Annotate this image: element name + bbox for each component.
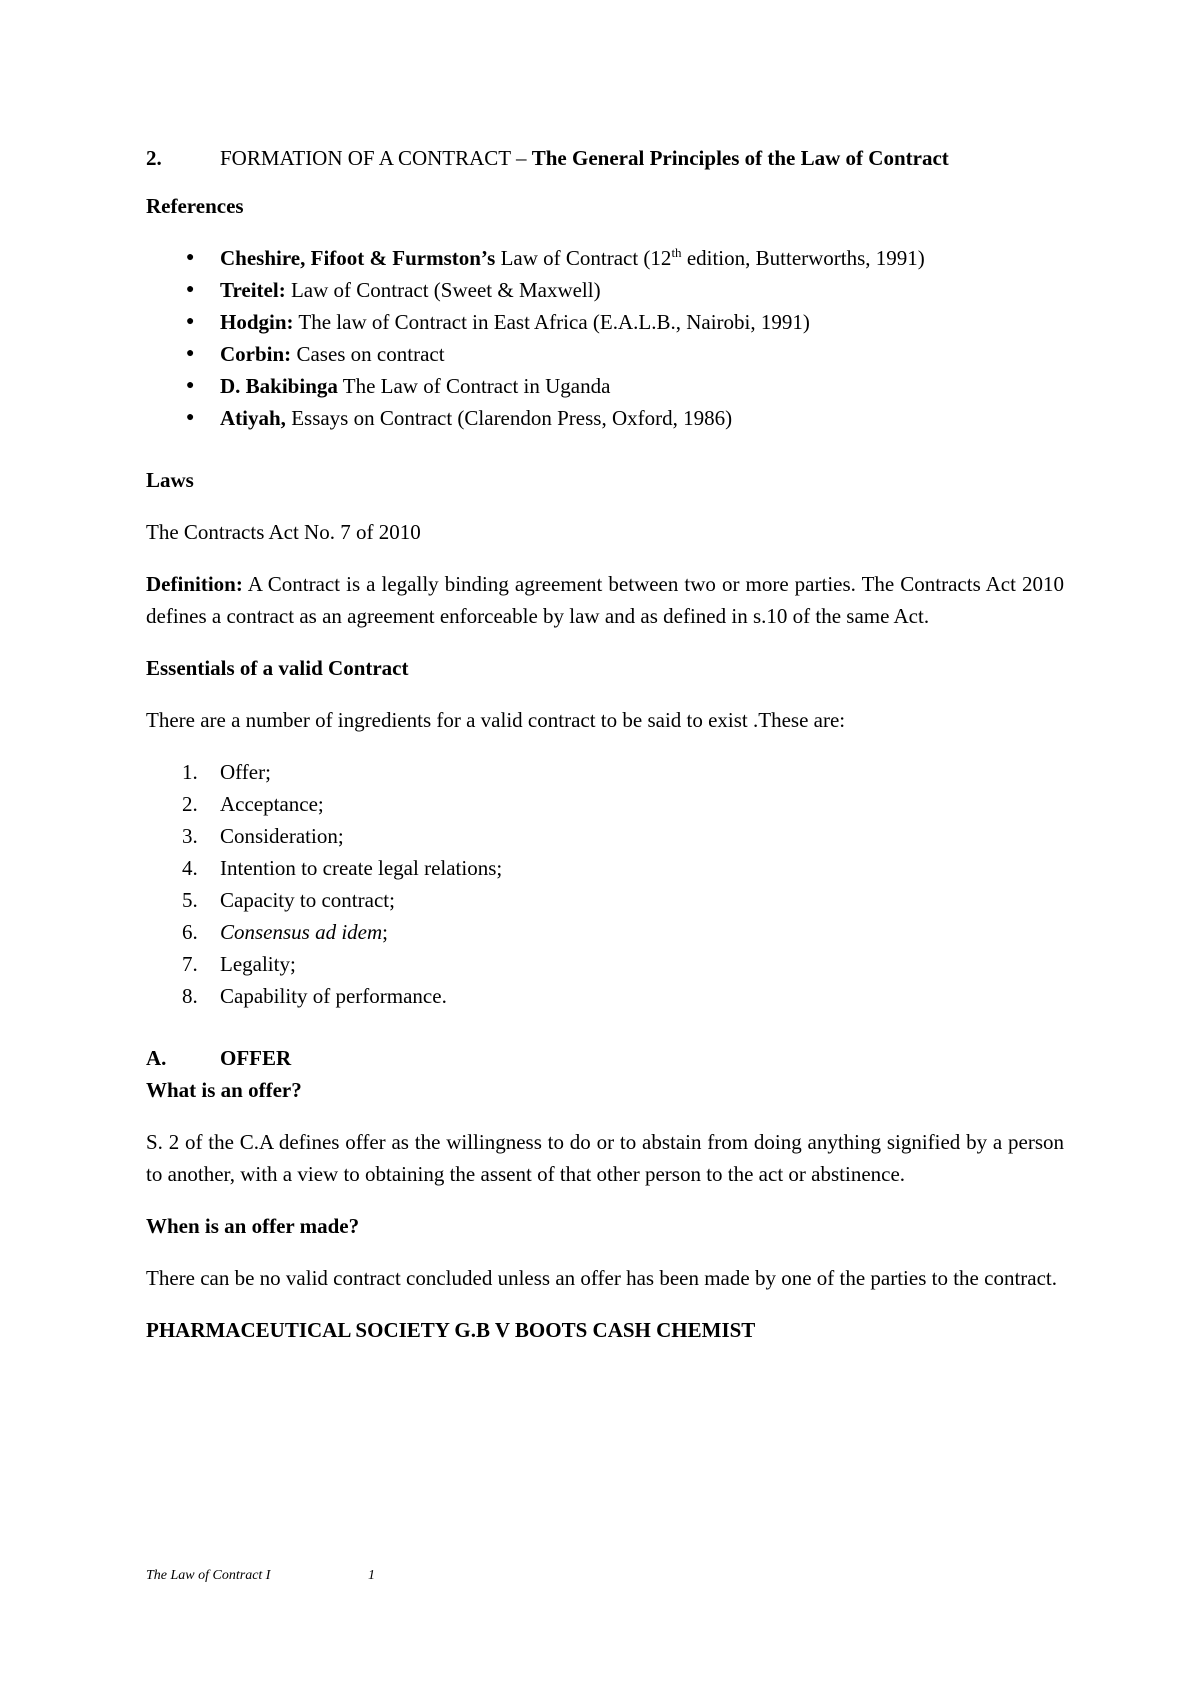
title-caps: FORMATION OF A CONTRACT [220,146,511,170]
list-text-italic: Consensus ad idem [220,920,383,944]
list-item [146,948,1064,980]
section-number: 2. [146,146,162,170]
section-title [146,142,1064,174]
definition-paragraph [146,568,1064,632]
bullet-icon: ● [186,282,195,297]
offer-title: OFFER [220,1046,292,1070]
list-number: 2. [182,792,198,816]
reference-text: The Law of Contract in Uganda [337,374,611,398]
reference-text: Law of Contract (Sweet & Maxwell) [285,278,601,302]
list-text: ; [382,920,389,944]
essentials-heading: Essentials of a valid Contract [146,656,409,680]
title-dash: – [516,146,527,170]
offer-heading [146,1042,1064,1074]
section-title-text [220,142,1064,174]
bullet-icon: ● [186,314,195,329]
list-number: 7. [182,952,198,976]
list-item [146,980,1064,1012]
title-rest: The General Principles of the Law of Contract [531,146,949,170]
offer-paragraph-2: There can be no valid contract concluded unless an offer has been made by one of the parties to the contract. [146,1266,1057,1290]
reference-text-tail: edition, Butterworths, 1991) [681,246,925,270]
list-number: 4. [182,856,198,880]
list-item [146,852,1064,884]
reference-author: Corbin: [220,342,292,366]
reference-superscript: th [671,245,682,260]
offer-question-1: What is an offer? [146,1078,302,1102]
list-text: Intention to create legal relations; [220,856,503,880]
list-item [146,756,1064,788]
list-number: 3. [182,824,198,848]
reference-item [146,242,1064,274]
bullet-icon: ● [186,346,195,361]
list-text: Offer; [220,760,271,784]
reference-author: Cheshire, Fifoot & Furmston’s [220,246,496,270]
essentials-list [146,756,1064,1012]
bullet-icon: ● [186,410,195,425]
list-text: Capacity to contract; [220,888,395,912]
reference-author: D. Bakibinga [220,374,338,398]
list-item [146,884,1064,916]
reference-author: Atiyah, [220,406,286,430]
references-list [146,242,1064,434]
list-number: 6. [182,920,198,944]
reference-text: Essays on Contract (Clarendon Press, Oxford, 1986) [285,406,733,430]
reference-item [146,402,1064,434]
reference-author: Hodgin: [220,310,294,334]
reference-item [146,306,1064,338]
definition-text: A Contract is a legally binding agreement between two or more parties. The Contracts Act 2010 defines a contract as an agreement enforceable by law and as defined in s.10 of the same Act. [146,572,1064,628]
page-footer [146,1566,375,1586]
offer-letter: A. [146,1046,167,1070]
bullet-icon: ● [186,378,195,393]
document-page [146,142,1064,1346]
reference-text: The law of Contract in East Africa (E.A.L.B., Nairobi, 1991) [293,310,810,334]
bullet-icon: ● [186,250,195,265]
definition-label: Definition: [146,572,243,596]
essentials-intro: There are a number of ingredients for a valid contract to be said to exist .These are: [146,708,846,732]
list-text: Acceptance; [220,792,324,816]
reference-text: Cases on contract [291,342,445,366]
reference-author: Treitel: [220,278,286,302]
reference-text: Law of Contract (12 [495,246,672,270]
references-heading: References [146,194,244,218]
list-number: 1. [182,760,198,784]
case-title: PHARMACEUTICAL SOCIETY G.B V BOOTS CASH CHEMIST [146,1318,756,1342]
list-item [146,916,1064,948]
reference-item [146,370,1064,402]
offer-paragraph-1: S. 2 of the C.A defines offer as the willingness to do or to abstain from doing anything signified by a person to another, with a view to obtaining the assent of that other person to the act or abstinence. [146,1130,1064,1186]
laws-heading: Laws [146,468,194,492]
list-text: Consideration; [220,824,344,848]
list-number: 8. [182,984,198,1008]
reference-item [146,338,1064,370]
offer-question-2: When is an offer made? [146,1214,360,1238]
list-text: Capability of performance. [220,984,447,1008]
laws-text: The Contracts Act No. 7 of 2010 [146,520,421,544]
list-item [146,820,1064,852]
list-number: 5. [182,888,198,912]
list-text: Legality; [220,952,296,976]
footer-title: The Law of Contract I [146,1568,271,1583]
list-item [146,788,1064,820]
page-number: 1 [368,1568,375,1583]
reference-item [146,274,1064,306]
